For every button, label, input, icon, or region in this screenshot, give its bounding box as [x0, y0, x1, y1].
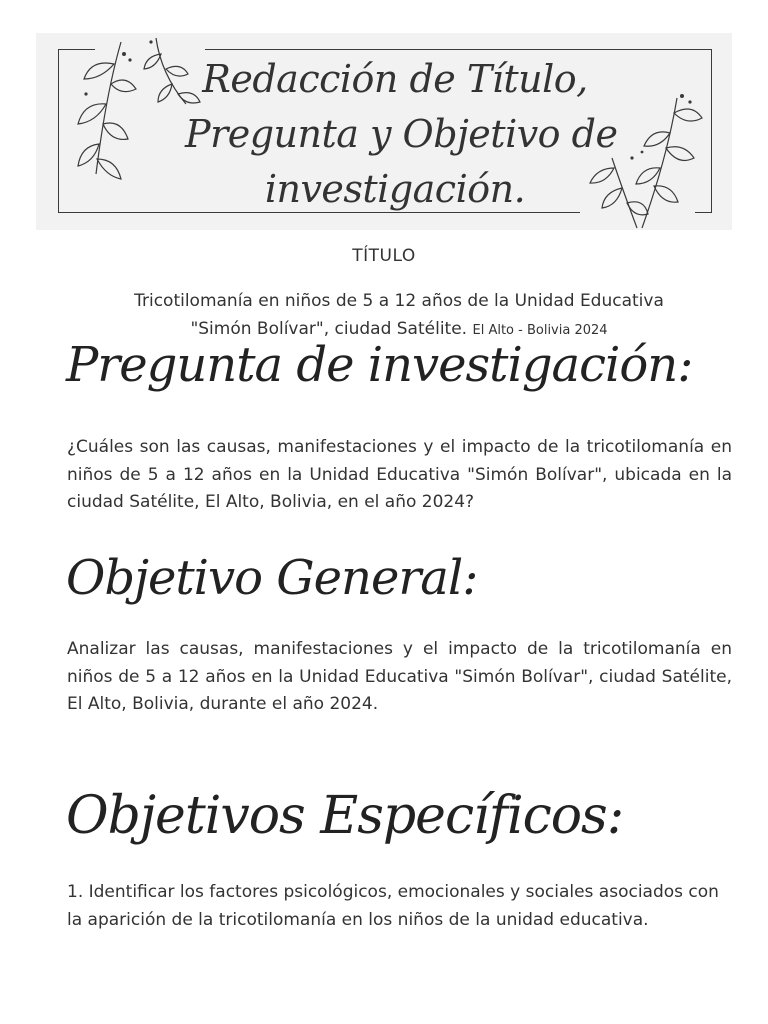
header-title: [185, 52, 618, 217]
pregunta-text: ¿Cuáles son las causas, manifestaciones y el impacto de la tricotilomanía en niños de 5 a 12 años en la Unidad Educativa "Simón Bolívar", ubicada en la ciudad Satélite, El Alto, Bolivia, en el año 2024?: [67, 437, 732, 512]
titulo-label: TÍTULO: [352, 246, 416, 266]
objetivos-especificos-heading: Objetivos Específicos:: [66, 786, 624, 846]
objetivo-general-heading: Objetivo General:: [66, 550, 478, 606]
titulo-location: El Alto - Bolivia 2024: [472, 323, 608, 338]
titulo-line-2-text: "Simón Bolívar", ciudad Satélite.: [190, 319, 468, 339]
pregunta-heading: Pregunta de investigación:: [66, 337, 693, 393]
header-title-line: Redacción de Título,: [202, 57, 588, 101]
objetivo-general-text: Analizar las causas, manifestaciones y el impacto de la tricotilomanía en niños de 5 a 12 años en la Unidad Educativa "Simón Bolívar", ciudad Satélite, El Alto, Bolivia, durante el año 2024.: [67, 639, 732, 714]
titulo-line-1: Tricotilomanía en niños de 5 a 12 años de la Unidad Educativa: [134, 291, 664, 311]
header-title-line: investigación.: [264, 167, 526, 211]
objetivo-especifico-item: 1. Identificar los factores psicológicos, emocionales y sociales asociados con la aparición de la tricotilomanía en los niños de la unidad educativa.: [67, 882, 719, 930]
header-title-line: Pregunta y Objetivo de: [185, 112, 618, 156]
